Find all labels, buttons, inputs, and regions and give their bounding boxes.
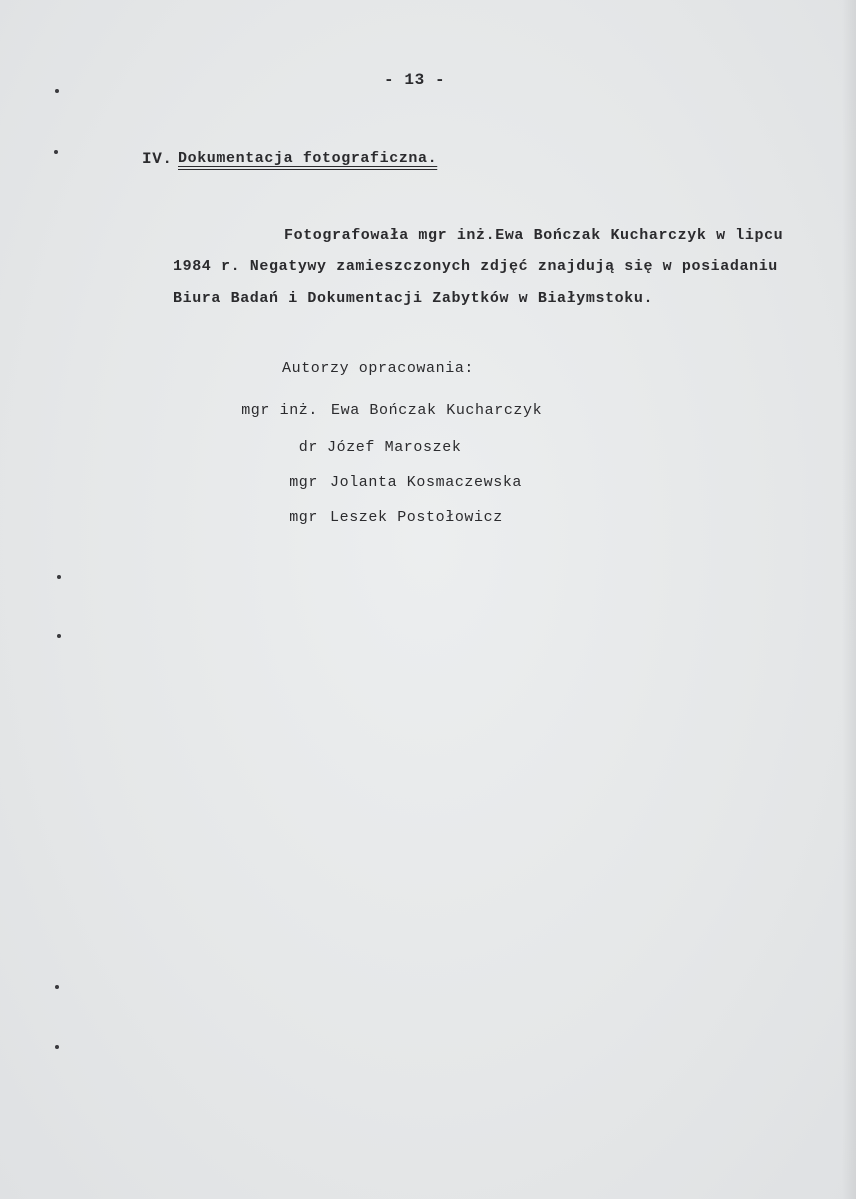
section-number: IV. [142, 150, 173, 168]
author-name: Ewa Bończak Kucharczyk [331, 402, 543, 419]
paragraph-line: Biura Badań i Dokumentacji Zabytków w Białymstoku. [173, 290, 654, 307]
section-title: Dokumentacja fotograficzna. [178, 150, 438, 167]
margin-mark [54, 150, 58, 154]
page-number: - 13 - [384, 71, 446, 89]
paper-edge-shadow [842, 0, 856, 1199]
author-name: Leszek Postołowicz [330, 509, 503, 526]
author-name: Jolanta Kosmaczewska [330, 474, 523, 491]
margin-mark [57, 634, 61, 638]
author-title: mgr [289, 509, 318, 526]
author-title: mgr inż. [241, 402, 318, 419]
author-title: mgr [289, 474, 318, 491]
margin-mark [55, 985, 59, 989]
paragraph-line: 1984 r. Negatywy zamieszczonych zdjęć znajdują się w posiadaniu [173, 258, 778, 275]
authors-heading: Autorzy opracowania: [282, 360, 475, 377]
paragraph-line: Fotografowała mgr inż.Ewa Bończak Kucharczyk w lipcu [284, 227, 784, 244]
margin-mark [55, 89, 59, 93]
margin-mark [57, 575, 61, 579]
author-name: Józef Maroszek [327, 439, 462, 456]
author-title: dr [298, 439, 318, 456]
margin-mark [55, 1045, 59, 1049]
